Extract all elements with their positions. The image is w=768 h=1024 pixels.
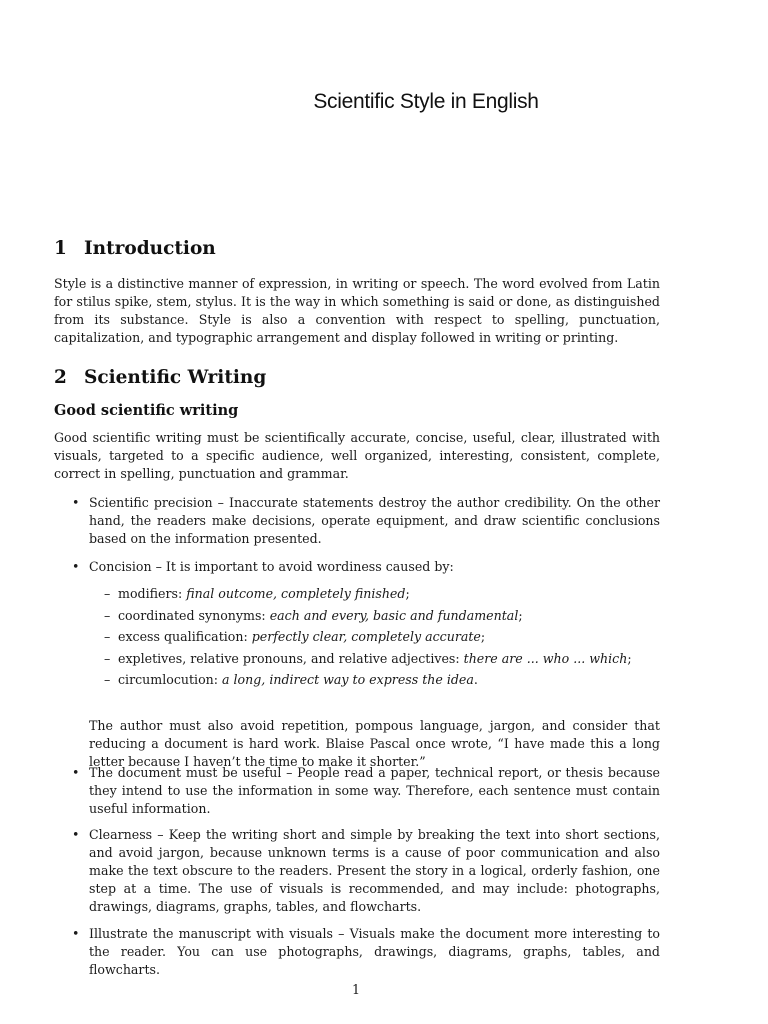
list-item: • The document must be useful – People read a paper, technical report, or thesis because they intend to use the information in some way. Therefore, each sentence must contain useful information. [72, 765, 660, 816]
list-item-text: Concision – It is important to avoid wordiness caused by: [89, 559, 454, 574]
list-item: • Scientific precision – Inaccurate statements destroy the author credibility. On the other hand, the readers make decisions, operate equipment, and draw scientific conclusions based on the information presented. [72, 495, 660, 546]
sublist-item: – expletives, relative pronouns, and relative adjectives: there are ... who ... which; [104, 650, 632, 666]
concision-sublist [104, 583, 660, 691]
section-title: Scientific Writing [84, 367, 267, 388]
sublist-item: – coordinated synonyms: each and every, basic and fundamental; [104, 607, 523, 623]
list-item: • Clearness – Keep the writing short and simple by breaking the text into short sections, and avoid jargon, because unknown terms is a cause of poor communication and also make the text obscure to the readers. Present the story in a logical, orderly fashion, one step at a time. The use of visuals is recommended, and may include: photographs, drawings, diagrams, graphs, tables, and flowcharts. [72, 827, 660, 914]
sublist-item: – modifiers: final outcome, completely finished; [104, 586, 410, 601]
section-title: Introduction [84, 238, 216, 259]
sublist-item: – circumlocution: a long, indirect way to express the idea. [104, 672, 478, 688]
concision-note: The author must also avoid repetition, pompous language, jargon, and consider that reducing a document is hard work. Blaise Pascal once wrote, “I have made this a long letter because I haven’t the time to make it shorter.” [89, 718, 660, 769]
subsection-heading: Good scientific writing [54, 402, 239, 419]
section-number: 1 [54, 238, 67, 259]
introduction-paragraph: Style is a distinctive manner of expression, in writing or speech. The word evolved from Latin for stilus spike, stem, stylus. It is the way in which something is said or done, as distinguished from its substance. Style is also a convention with respect to spelling, punctuation, capitalization, and typographic arrangement and display followed in writing or printing. [54, 276, 660, 345]
sublist-item: – excess qualification: perfectly clear, completely accurate; [104, 629, 486, 645]
list-item-text: Clearness – Keep the writing short and simple by breaking the text into short sections, and avoid jargon, because unknown terms is a cause of poor communication and also make the text obscure to the readers. Present the story in a logical, orderly fashion, one step at a time. The use of visuals is recommended, and may include: photographs, drawings, diagrams, graphs, tables, and flowcharts. [89, 827, 660, 914]
section-heading-scientific-writing [54, 367, 266, 388]
section-number: 2 [54, 367, 67, 388]
list-item: • Illustrate the manuscript with visuals – Visuals make the document more interesting to the reader. You can use photographs, drawings, diagrams, graphs, tables, and flowcharts. [72, 926, 660, 977]
document-title: Scientific Style in English [313, 90, 539, 113]
page-number: 1 [351, 982, 360, 997]
list-item-text: The document must be useful – People read a paper, technical report, or thesis because they intend to use the information in some way. Therefore, each sentence must contain useful information. [89, 765, 660, 816]
section-heading-introduction [54, 238, 216, 259]
list-item-text: Illustrate the manuscript with visuals – Visuals make the document more interesting to the reader. You can use photographs, drawings, diagrams, graphs, tables, and flowcharts. [89, 926, 660, 977]
list-item-text: Scientific precision – Inaccurate statements destroy the author credibility. On the other hand, the readers make decisions, operate equipment, and draw scientific conclusions based on the information presented. [89, 495, 660, 546]
list-item: • Concision – It is important to avoid wordiness caused by: [72, 558, 660, 576]
good-writing-paragraph: Good scientific writing must be scientifically accurate, concise, useful, clear, illustrated with visuals, targeted to a specific audience, well organized, interesting, consistent, complete, correct in spelling, punctuation and grammar. [54, 430, 660, 481]
